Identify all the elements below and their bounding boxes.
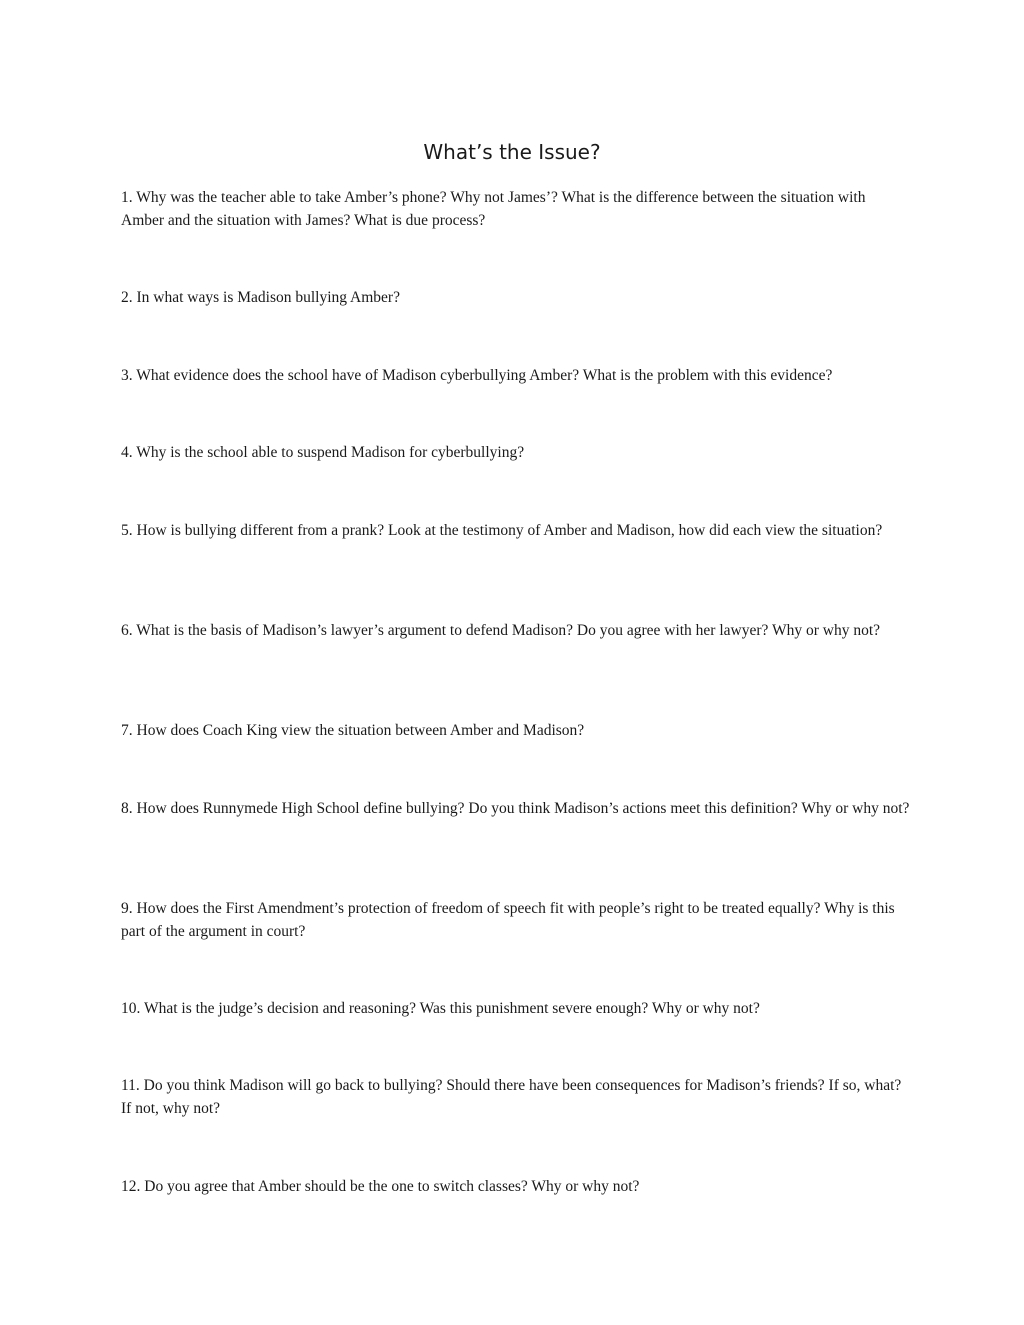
question-4: 4. Why is the school able to suspend Madison for cyberbullying? — [121, 444, 525, 461]
question-11: 11. Do you think Madison will go back to bullying? Should there have been consequences for Madison’s friends? If so, what? If not, why not? — [121, 1077, 902, 1117]
question-12: 12. Do you agree that Amber should be the one to switch classes? Why or why not? — [121, 1178, 640, 1195]
question-10: 10. What is the judge’s decision and reasoning? Was this punishment severe enough? Why or why not? — [121, 1000, 760, 1017]
question-5: 5. How is bullying different from a prank? Look at the testimony of Amber and Madison, how did each view the situation? — [121, 522, 883, 539]
question-3: 3. What evidence does the school have of Madison cyberbullying Amber? What is the problem with this evidence? — [121, 367, 833, 384]
page-title: What’s the Issue? — [423, 140, 601, 164]
question-8: 8. How does Runnymede High School define bullying? Do you think Madison’s actions meet this definition? Why or why not? — [121, 800, 910, 817]
question-2: 2. In what ways is Madison bullying Amber? — [121, 289, 400, 306]
question-7: 7. How does Coach King view the situation between Amber and Madison? — [121, 722, 585, 739]
question-6: 6. What is the basis of Madison’s lawyer’s argument to defend Madison? Do you agree with her lawyer? Why or why not? — [121, 622, 881, 639]
question-9: 9. How does the First Amendment’s protection of freedom of speech fit with people’s right to be treated equally? Why is this part of the argument in court? — [121, 900, 895, 940]
question-1: 1. Why was the teacher able to take Amber’s phone? Why not James’? What is the difference between the situation with Amber and the situation with James? What is due process? — [121, 189, 866, 229]
